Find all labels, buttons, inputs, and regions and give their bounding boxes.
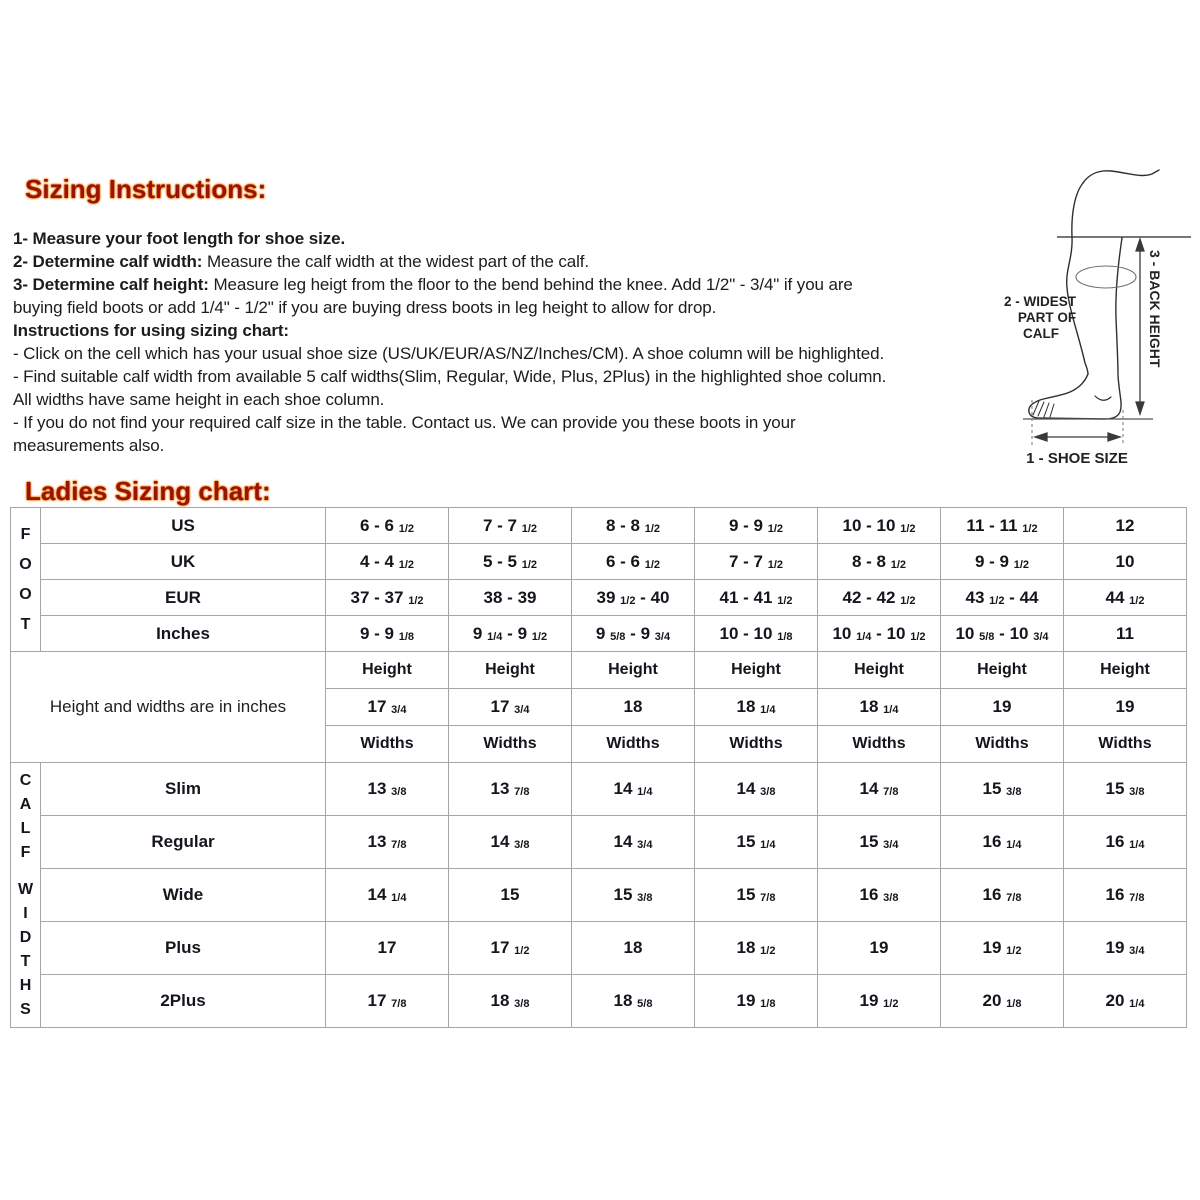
- shoe-size-cell[interactable]: 10 5/8 - 10 3/4: [941, 616, 1064, 652]
- height-header-cell: Height: [572, 652, 695, 689]
- widths-header-cell: Widths: [449, 726, 572, 763]
- sizing-instructions-heading: Sizing Instructions:: [25, 174, 267, 204]
- widest-part-of-calf-label: CALF: [1023, 326, 1059, 341]
- shoe-size-cell[interactable]: 7 - 7 1/2: [449, 508, 572, 544]
- shoe-size-label: 1 - SHOE SIZE: [1026, 450, 1128, 467]
- calf-width-cell: 18 1/2: [695, 922, 818, 975]
- calf-width-row: [11, 763, 1187, 816]
- calf-width-cell: 20 1/8: [941, 975, 1064, 1028]
- calf-width-cell: 14 3/4: [572, 816, 695, 869]
- foot-row-label: UK: [41, 544, 326, 580]
- foot-size-row: [11, 580, 1187, 616]
- shoe-size-cell[interactable]: 38 - 39: [449, 580, 572, 616]
- foot-size-row: [11, 544, 1187, 580]
- ladies-sizing-chart-heading: Ladies Sizing chart:: [25, 476, 271, 506]
- calf-width-cell: 18: [572, 922, 695, 975]
- calf-row-label: Regular: [41, 816, 326, 869]
- shoe-size-cell[interactable]: 10 - 10 1/2: [818, 508, 941, 544]
- shoe-size-cell[interactable]: 9 - 9 1/8: [326, 616, 449, 652]
- height-value-cell: 19: [941, 689, 1064, 726]
- calf-width-cell: 18 3/8: [449, 975, 572, 1028]
- foot-size-row: [11, 616, 1187, 652]
- calf-width-cell: 15 7/8: [695, 869, 818, 922]
- calf-width-cell: 16 1/4: [1064, 816, 1187, 869]
- widths-header-cell: Widths: [1064, 726, 1187, 763]
- calf-width-cell: 15 1/4: [695, 816, 818, 869]
- widths-header-cell: Widths: [326, 726, 449, 763]
- instruction-line: - If you do not find your required calf size in the table. Contact us. We can provide you these boots in your: [13, 413, 796, 432]
- leg-measurement-diagram: [995, 158, 1195, 478]
- shoe-size-arrow: [1035, 433, 1120, 441]
- height-value-cell: 17 3/4: [449, 689, 572, 726]
- widths-header-cell: Widths: [818, 726, 941, 763]
- calf-width-cell: 15: [449, 869, 572, 922]
- shoe-size-cell[interactable]: 5 - 5 1/2: [449, 544, 572, 580]
- calf-width-cell: 13 7/8: [449, 763, 572, 816]
- calf-width-cell: 17 1/2: [449, 922, 572, 975]
- shoe-size-cell[interactable]: 10 1/4 - 10 1/2: [818, 616, 941, 652]
- widths-header-cell: Widths: [941, 726, 1064, 763]
- widths-header-cell: Widths: [695, 726, 818, 763]
- shoe-size-cell[interactable]: 6 - 6 1/2: [572, 544, 695, 580]
- height-value-cell: 18 1/4: [695, 689, 818, 726]
- calf-width-cell: 13 7/8: [326, 816, 449, 869]
- shoe-size-cell[interactable]: 41 - 41 1/2: [695, 580, 818, 616]
- calf-width-cell: 15 3/8: [1064, 763, 1187, 816]
- shoe-size-cell[interactable]: 10 - 10 1/8: [695, 616, 818, 652]
- calf-width-cell: 16 3/8: [818, 869, 941, 922]
- height-value-cell: 18: [572, 689, 695, 726]
- calf-row-label: Plus: [41, 922, 326, 975]
- calf-width-cell: 16 1/4: [941, 816, 1064, 869]
- shoe-size-cell[interactable]: 11: [1064, 616, 1187, 652]
- instruction-line: 1- Measure your foot length for shoe size.: [13, 229, 346, 248]
- back-height-label: 3 - BACK HEIGHT: [1147, 250, 1163, 368]
- widest-part-of-calf-label: 2 - WIDEST: [1003, 294, 1077, 309]
- shoe-size-cell[interactable]: 39 1/2 - 40: [572, 580, 695, 616]
- sizing-instructions-text: [13, 227, 886, 457]
- foot-axis-label: F O O T: [11, 508, 41, 652]
- widths-header-cell: Widths: [572, 726, 695, 763]
- calf-width-cell: 19: [818, 922, 941, 975]
- calf-widths-axis-label: C A L F W I D T H S: [11, 763, 41, 1028]
- calf-width-cell: 16 7/8: [1064, 869, 1187, 922]
- height-value-cell: 17 3/4: [326, 689, 449, 726]
- height-header-cell: Height: [941, 652, 1064, 689]
- instruction-line: 2- Determine calf width: Measure the calf width at the widest part of the calf.: [13, 252, 590, 271]
- widest-part-of-calf-label: PART OF: [1017, 310, 1077, 325]
- shoe-size-cell[interactable]: 6 - 6 1/2: [326, 508, 449, 544]
- back-height-arrow: [1136, 239, 1144, 414]
- calf-width-cell: 14 3/8: [695, 763, 818, 816]
- shoe-size-cell[interactable]: 12: [1064, 508, 1187, 544]
- height-header-cell: Height: [326, 652, 449, 689]
- shoe-size-cell[interactable]: 9 - 9 1/2: [941, 544, 1064, 580]
- shoe-size-cell[interactable]: 11 - 11 1/2: [941, 508, 1064, 544]
- calf-width-cell: 19 1/8: [695, 975, 818, 1028]
- calf-width-cell: 15 3/8: [572, 869, 695, 922]
- height-header-cell: Height: [695, 652, 818, 689]
- instruction-line: 3- Determine calf height: Measure leg heigt from the floor to the bend behind the knee. Add 1/2" - 3/4" if you are: [13, 275, 853, 294]
- shoe-size-cell[interactable]: 8 - 8 1/2: [572, 508, 695, 544]
- calf-width-cell: 15 3/4: [818, 816, 941, 869]
- height-header-row: [11, 652, 1187, 689]
- height-value-cell: 18 1/4: [818, 689, 941, 726]
- height-header-cell: Height: [818, 652, 941, 689]
- height-value-cell: 19: [1064, 689, 1187, 726]
- shoe-size-cell[interactable]: 7 - 7 1/2: [695, 544, 818, 580]
- calf-row-label: Wide: [41, 869, 326, 922]
- shoe-size-cell[interactable]: 9 5/8 - 9 3/4: [572, 616, 695, 652]
- shoe-size-cell[interactable]: 44 1/2: [1064, 580, 1187, 616]
- sizing-table-body: [11, 508, 1187, 1028]
- shoe-size-cell[interactable]: 43 1/2 - 44: [941, 580, 1064, 616]
- shoe-size-cell[interactable]: 9 - 9 1/2: [695, 508, 818, 544]
- instruction-line: - Click on the cell which has your usual shoe size (US/UK/EUR/AS/NZ/Inches/CM). A shoe column will be highlighted.: [13, 344, 885, 363]
- calf-width-cell: 14 1/4: [326, 869, 449, 922]
- calf-width-cell: 15 3/8: [941, 763, 1064, 816]
- instruction-line: buying field boots or add 1/4" - 1/2" if you are buying dress boots in leg height to allow for drop.: [13, 298, 717, 317]
- size-units-note: Height and widths are in inches: [11, 652, 326, 763]
- instruction-line: Instructions for using sizing chart:: [13, 321, 289, 340]
- instruction-line: All widths have same height in each shoe column.: [13, 390, 385, 409]
- calf-width-cell: 20 1/4: [1064, 975, 1187, 1028]
- calf-width-cell: 19 1/2: [941, 922, 1064, 975]
- foot-size-row: [11, 508, 1187, 544]
- calf-width-cell: 19 3/4: [1064, 922, 1187, 975]
- shoe-size-cell[interactable]: 8 - 8 1/2: [818, 544, 941, 580]
- calf-row-label: 2Plus: [41, 975, 326, 1028]
- calf-width-cell: 13 3/8: [326, 763, 449, 816]
- calf-width-cell: 14 3/8: [449, 816, 572, 869]
- instruction-line: - Find suitable calf width from available 5 calf widths(Slim, Regular, Wide, Plus, 2Plus) in the highlighted shoe column.: [13, 367, 887, 386]
- calf-width-cell: 17 7/8: [326, 975, 449, 1028]
- calf-width-row: [11, 975, 1187, 1028]
- shoe-size-cell[interactable]: 10: [1064, 544, 1187, 580]
- calf-width-row: [11, 869, 1187, 922]
- shoe-size-cell[interactable]: 42 - 42 1/2: [818, 580, 941, 616]
- calf-width-cell: 14 7/8: [818, 763, 941, 816]
- calf-row-label: Slim: [41, 763, 326, 816]
- calf-width-cell: 17: [326, 922, 449, 975]
- calf-width-cell: 16 7/8: [941, 869, 1064, 922]
- foot-row-label: US: [41, 508, 326, 544]
- calf-width-row: [11, 922, 1187, 975]
- calf-width-ellipse: [1076, 266, 1136, 288]
- foot-row-label: EUR: [41, 580, 326, 616]
- height-header-cell: Height: [1064, 652, 1187, 689]
- shoe-size-cell[interactable]: 4 - 4 1/2: [326, 544, 449, 580]
- shoe-size-cell[interactable]: 37 - 37 1/2: [326, 580, 449, 616]
- foot-row-label: Inches: [41, 616, 326, 652]
- ladies-sizing-table: [10, 507, 1187, 1028]
- calf-width-row: [11, 816, 1187, 869]
- height-header-cell: Height: [449, 652, 572, 689]
- instruction-line: measurements also.: [13, 436, 165, 455]
- calf-width-cell: 19 1/2: [818, 975, 941, 1028]
- shoe-size-cell[interactable]: 9 1/4 - 9 1/2: [449, 616, 572, 652]
- calf-width-cell: 18 5/8: [572, 975, 695, 1028]
- calf-width-cell: 14 1/4: [572, 763, 695, 816]
